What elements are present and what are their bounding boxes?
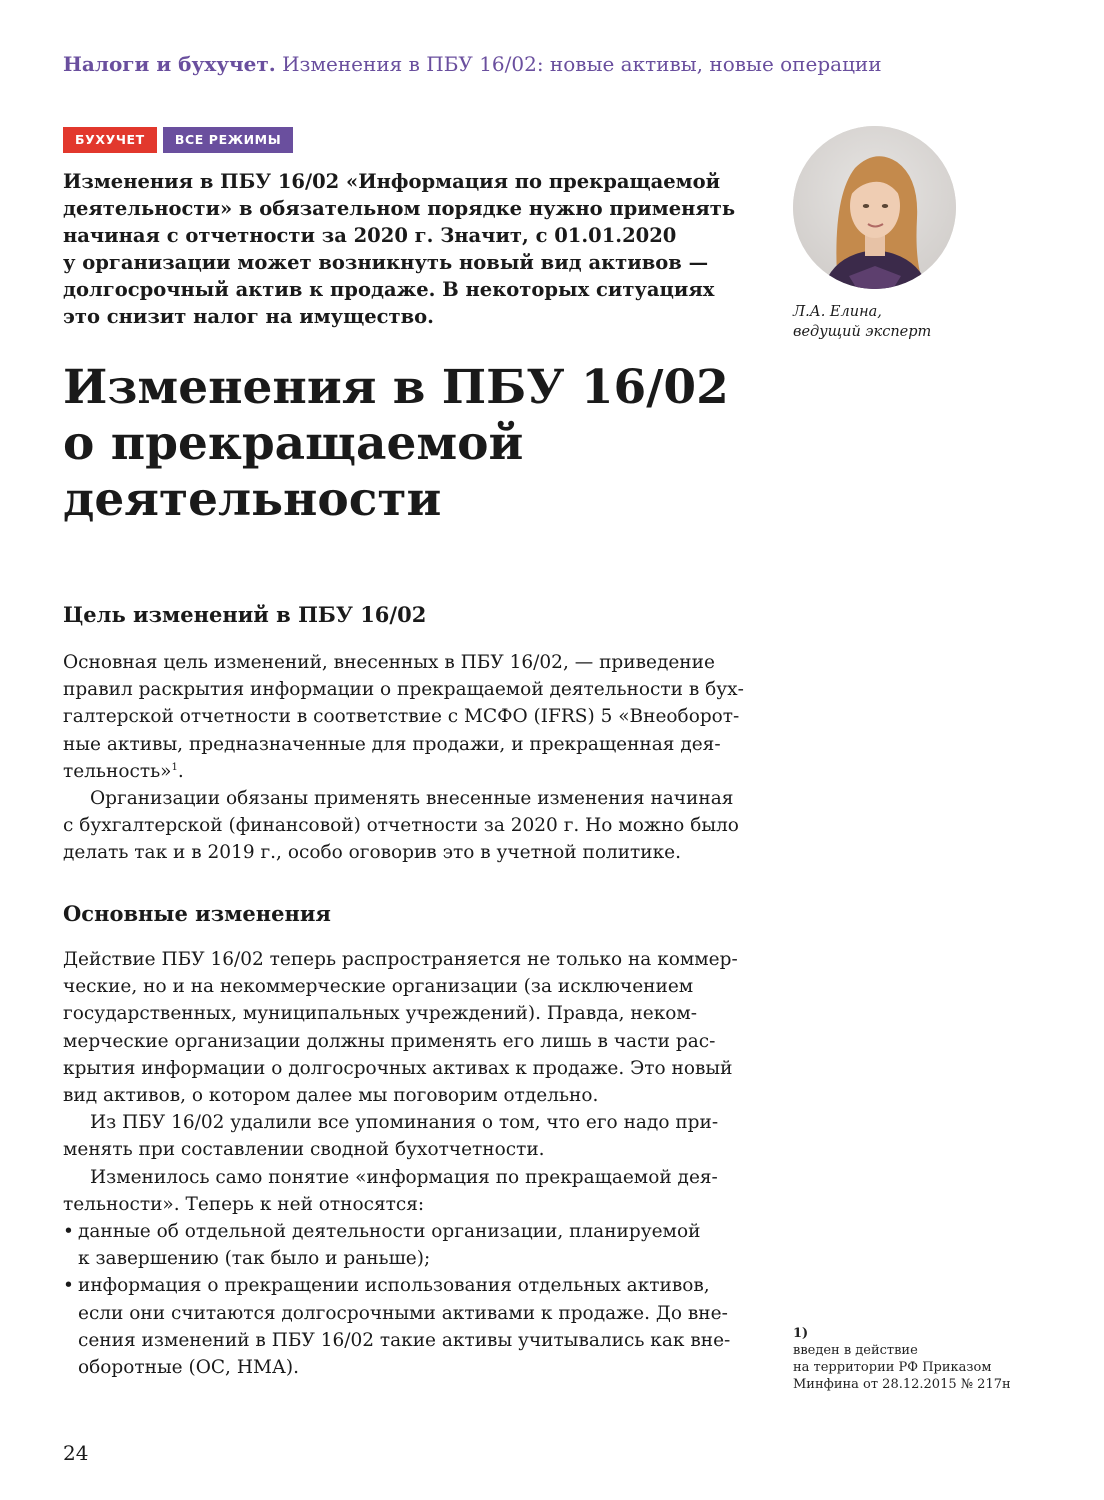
article-title <box>63 360 783 528</box>
text-line: ные активы, предназначенные для продажи, и прекращенная дея- <box>63 733 721 755</box>
author-role: ведущий эксперт <box>793 324 932 340</box>
running-head-title: Изменения в ПБУ 16/02: новые активы, новые операции <box>282 52 882 76</box>
text-line: тельности». Теперь к ней относятся: <box>63 1193 425 1215</box>
text-fragment: . <box>177 760 184 782</box>
text-line: галтерской отчетности в соответствие с МСФО (IFRS) 5 «Внеоборот- <box>63 706 740 728</box>
text-line: с бухгалтерской (финансовой) отчетности за 2020 г. Но можно было <box>63 815 739 837</box>
section-heading-main-changes: Основные изменения <box>63 901 331 926</box>
bullet-item-cont: сения изменений в ПБУ 16/02 такие активы учитывались как вне- <box>78 1329 731 1351</box>
text-line: Действие ПБУ 16/02 теперь распространяется не только на коммер- <box>63 949 738 970</box>
article-title-line: Изменения в ПБУ 16/02 <box>63 360 729 415</box>
bullet-item: • данные об отдельной деятельности организации, планируемой <box>63 1218 743 1245</box>
lead-line: начиная с отчетности за 2020 г. Значит, с 01.01.2020 <box>63 224 677 247</box>
text-line: вид активов, о котором далее мы поговорим отдельно. <box>63 1085 599 1107</box>
text-line-with-footnote <box>63 758 743 785</box>
tag-list <box>63 127 293 153</box>
footnote-ref[interactable]: 1 <box>171 761 178 773</box>
lead-line: это снизит налог на имущество. <box>63 305 434 328</box>
text-line: государственных, муниципальных учреждений). Правда, неком- <box>63 1003 698 1025</box>
footnote-number: 1) <box>793 1326 809 1341</box>
article-title-line: о прекращаемой <box>63 416 524 471</box>
author-photo-icon <box>793 126 956 289</box>
author-caption <box>793 302 931 342</box>
page-number: 24 <box>63 1441 89 1465</box>
text-fragment: тельность» <box>63 760 172 782</box>
text-line: Организации обязаны применять внесенные изменения начиная <box>90 788 734 810</box>
article-title-line: деятельности <box>63 472 442 527</box>
author-name: Л.А. Елина, <box>793 304 882 320</box>
text-line: правил раскрытия информации о прекращаемой деятельности в бух- <box>63 679 744 701</box>
text-line: менять при составлении сводной бухотчетности. <box>63 1139 545 1161</box>
bullet-item-cont: к завершению (так было и раньше); <box>78 1248 431 1270</box>
footnote-text: введен в действие <box>793 1343 918 1358</box>
text-line: Изменилось само понятие «информация по прекращаемой дея- <box>90 1166 718 1188</box>
text-line: ческие, но и на некоммерческие организации (за исключением <box>63 976 694 998</box>
text-line: мерческие организации должны применять его лишь в части рас- <box>63 1030 716 1052</box>
text-line: Из ПБУ 16/02 удалили все упоминания о том, что его надо при- <box>90 1112 719 1134</box>
bullet-item-cont: если они считаются долгосрочными активами к продаже. До вне- <box>78 1302 728 1324</box>
lead-line: Изменения в ПБУ 16/02 «Информация по прекращаемой <box>63 170 721 193</box>
running-head-section: Налоги и бухучет. <box>63 52 276 76</box>
section-purpose-body <box>63 649 743 867</box>
author-portrait <box>793 126 956 289</box>
footnote-line: Минфина от 28.12.2015 № 217н <box>793 1377 1011 1392</box>
tag-accounting: БУХУЧЕТ <box>63 127 157 153</box>
footnote-line: на территории РФ Приказом <box>793 1360 992 1375</box>
tag-all-regimes: ВСЕ РЕЖИМЫ <box>163 127 293 153</box>
footnote-line <box>793 1325 1023 1359</box>
lead-paragraph <box>63 168 753 330</box>
bullet-item-cont: оборотные (ОС, НМА). <box>78 1357 299 1379</box>
footnote <box>793 1325 1023 1393</box>
lead-line: у организации может возникнуть новый вид активов — <box>63 251 709 274</box>
text-line: крытия информации о долгосрочных активах к продаже. Это новый <box>63 1057 733 1079</box>
lead-line: долгосрочный актив к продаже. В некоторых ситуациях <box>63 278 715 301</box>
section-heading-purpose: Цель изменений в ПБУ 16/02 <box>63 602 427 627</box>
running-head <box>63 52 1043 76</box>
section-main-changes-body <box>63 946 743 1381</box>
text-line: Основная цель изменений, внесенных в ПБУ 16/02, — приведение <box>63 652 715 673</box>
bullet-item: • информация о прекращении использования отдельных активов, <box>63 1272 743 1299</box>
text-line: делать так и в 2019 г., особо оговорив это в учетной политике. <box>63 842 681 864</box>
lead-line: деятельности» в обязательном порядке нужно применять <box>63 197 736 220</box>
